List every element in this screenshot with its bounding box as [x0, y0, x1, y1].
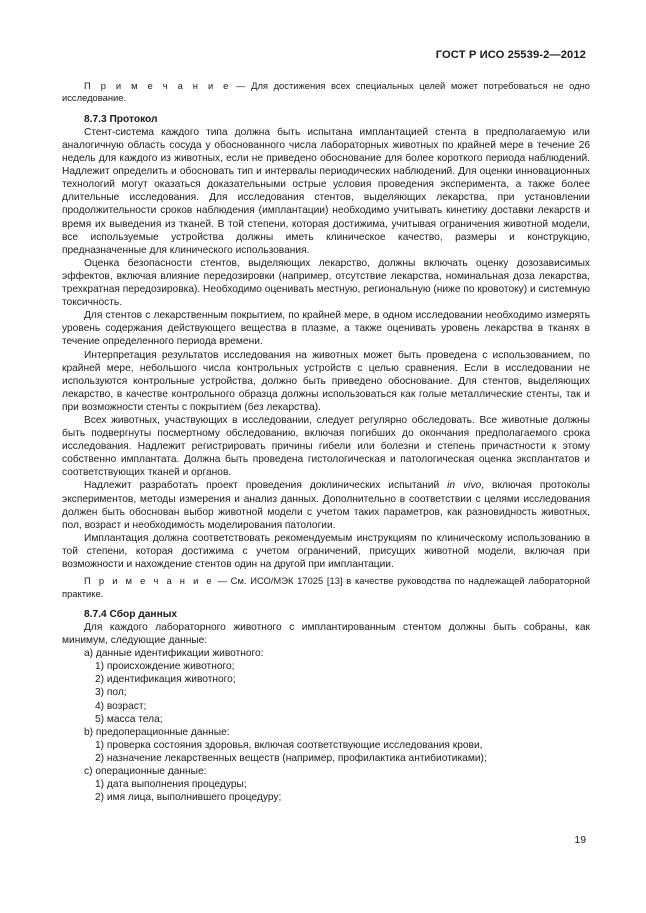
paragraph: Для каждого лабораторного животного с имплантированным стентом должны быть собраны, как минимум, следующие данные: — [62, 622, 590, 647]
paragraph: Имплантация должна соответствовать рекомендуемым инструкциям по клиническому использованию в той степени, которая достижима с учетом ограничений, присущих животной модели, включая при возможности и нахождение стентов один на другой при имплантации. — [62, 532, 590, 570]
list-item: b) предоперационные данные: — [84, 726, 230, 738]
list-item: 2) имя лица, выполнившего процедуру; — [95, 792, 282, 804]
list-item: 5) масса тела; — [95, 713, 163, 725]
paragraph: Оценка безопасности стентов, выделяющих лекарство, должны включать оценку дозозависимых эффектов, включая влияние передозировки (например, отсутствие лекарства, номинальная доза лекарства, трехкратная передозировка). Необходимо оценивать местную, региональную (ниже по кровотоку) и системную токсичность. — [62, 257, 590, 309]
standard-header: ГОСТ Р ИСО 25539-2—2012 — [435, 49, 586, 61]
list-item: 3) пол; — [95, 687, 127, 699]
list-item: 1) проверка состояния здоровья, включая соответствующие исследования крови, — [95, 739, 483, 751]
section-heading-874: 8.7.4 Сбор данных — [84, 608, 178, 620]
note-label: П р и м е ч а н и е — [84, 80, 231, 91]
list-item: 2) назначение лекарственных веществ (например, профилактика антибиотиками); — [95, 752, 487, 764]
list-item: 1) дата выполнения процедуры; — [95, 779, 247, 791]
paragraph-in-vivo — [62, 479, 590, 531]
paragraph: Всех животных, участвующих в исследовании, следует регулярно обследовать. Все животные должны быть подвергнуты посмертному обследованию, включая погибших до окончания предполагаемого срока исследования. Надлежит регистрировать причины гибели или болезни и степень причастности к этому собственно имплантата. Должна быть проведена гистологическая и патологическая оценка эксплантатов и соответствующих тканей и органов. — [62, 414, 590, 479]
list-item: с) операционные данные: — [84, 766, 207, 778]
list-item: а) данные идентификации животного: — [84, 648, 264, 660]
paragraph: Стент-система каждого типа должна быть испытана имплантацией стента в предполагаемую или аналогичную область сосуда у обоснованного числа лабораторных животных по крайней мере в течение 26 недель для каждого из животных, если не приведено обоснование для более короткого периода наблюдений. Надлежит определить и обосновать тип и интервалы периодических наблюдений. Для оценки инновационных технологий могут оказаться доказательными острые условия проведения эксперимента, а также более длительные исследования. Для исследования стентов, выделяющих лекарства, при установлении продолжительности сроков наблюдения (имплантации) необходимо учитывать кинетику доставки лекарств и время их выведения из тканей. В той степени, которая достижима, учитывая ограничения животной модели, все используемые устройства должны иметь клиническое качество, размеры и конструкцию, предназначенные для клинического использования. — [62, 126, 590, 256]
paragraph-part: Надлежит разработать проект проведения доклинических испытаний — [84, 480, 448, 492]
italic-term: in vivo — [447, 480, 482, 492]
note-text: — Для достижения всех специальных целей может потребоваться не одно исследование. — [62, 80, 590, 104]
note-label: П р и м е ч а н и е — [84, 575, 214, 587]
data-collection-list — [62, 647, 590, 804]
paragraph: Для стентов с лекарственным покрытием, по крайней мере, в одном исследовании необходимо измерять уровень содержания действующего вещества в плазме, а также оценивать уровень лекарства в тканях в течение определенного периода времени. — [62, 310, 590, 348]
note-top — [62, 80, 590, 105]
list-item: 4) возраст; — [95, 700, 147, 712]
paragraph: Интерпретация результатов исследования на животных может быть проведена с использованием, по крайней мере, небольшого числа контрольных устройств с целью сравнения. Если в исследовании не используются контрольные устройства, должно быть приведено обоснование. Для стентов, выделяющих лекарство, в качестве контрольного образца должны использоваться как голые металлические стенты, так и при возможности стенты с покрытием (без лекарства). — [62, 349, 590, 413]
list-item: 2) идентификация животного; — [95, 674, 236, 686]
note-text: — См. ИСО/МЭК 17025 [13] в качестве руководства по надлежащей лабораторной практике. — [62, 575, 590, 599]
list-item: 1) происхождение животного; — [95, 661, 235, 673]
page-content — [62, 80, 590, 804]
paragraph-part: , включая протоколы экспериментов, методы измерения и анализ данных. Дополнительно в соответствии с целями исследования должен быть обоснован выбор животной модели с учетом таких параметров, как разновидность животных, пол, возраст и необходимость моделирования патологии. — [62, 480, 590, 531]
note-mid — [62, 575, 590, 600]
section-heading-873: 8.7.3 Протокол — [84, 113, 158, 125]
page-number: 19 — [574, 835, 586, 846]
